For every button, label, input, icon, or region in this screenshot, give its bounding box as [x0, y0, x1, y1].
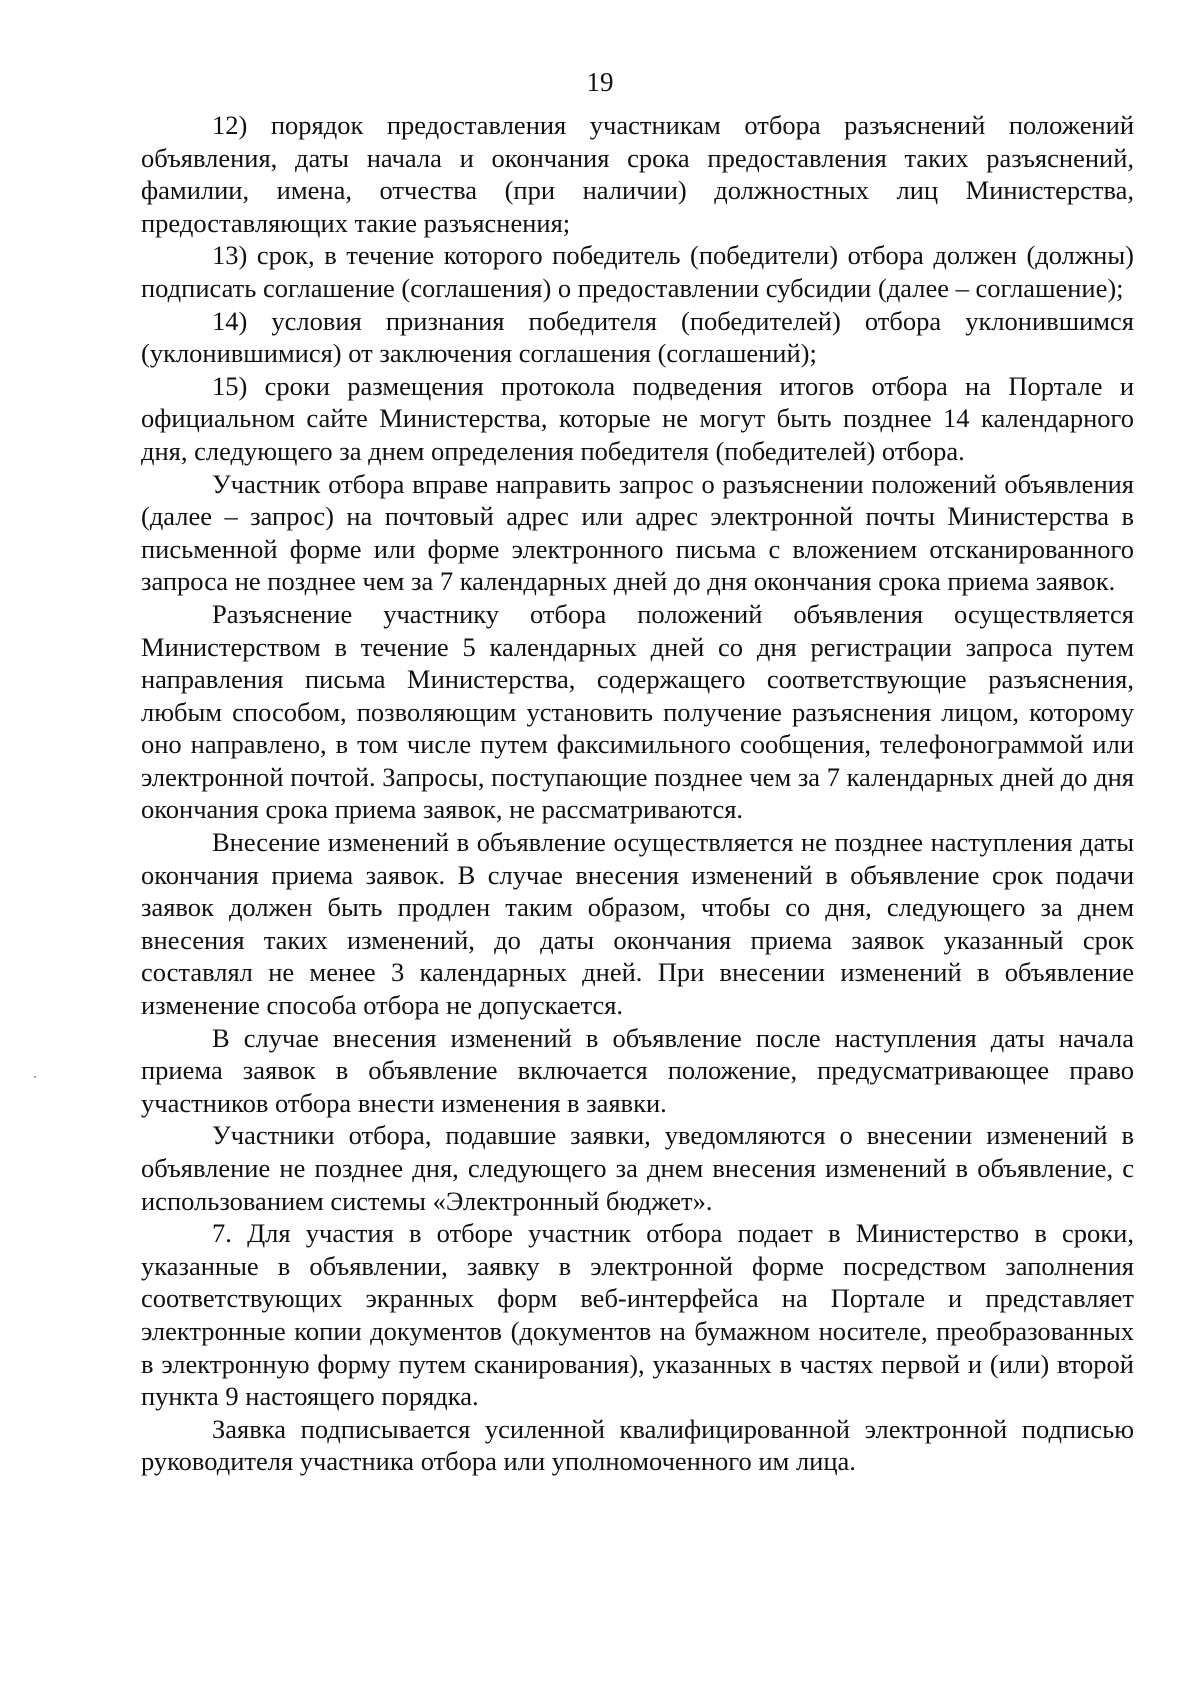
paragraph-item-14: 14) условия признания победителя (победителей) отбора уклонившимся (уклонившимися) от заключения соглашения (соглашений);: [141, 305, 1134, 369]
page-number: 19: [586, 67, 614, 97]
paragraph-item-15: 15) сроки размещения протокола подведения итогов отбора на Портале и официальном сайте Министерства, которые не могут быть позднее 14 календарного дня, следующего за днем определения победителя (победителей) отбора.: [141, 370, 1134, 466]
scan-speck: [34, 1076, 36, 1078]
document-body: [141, 109, 1134, 1478]
paragraph-amendments: Внесение изменений в объявление осуществляется не позднее наступления даты окончания приема заявок. В случае внесения изменений в объявление срок подачи заявок должен быть продлен таким образом, чтобы со дня, следующего за днем внесения таких изменений, до даты окончания приема заявок указанный срок составлял не менее 3 календарных дней. При внесении изменений в объявление изменение способа отбора не допускается.: [141, 827, 1134, 1021]
paragraph-amendments-after-start: В случае внесения изменений в объявление после наступления даты начала приема заявок в объявление включается положение, предусматривающее право участников отбора внести изменения в заявки.: [141, 1022, 1134, 1118]
paragraph-participants-notification: Участники отбора, подавшие заявки, уведомляются о внесении изменений в объявление не позднее дня, следующего за днем внесения изменений в объявление, с использованием системы «Электронный бюджет».: [141, 1120, 1134, 1216]
paragraph-signature: Заявка подписывается усиленной квалифицированной электронной подписью руководителя участника отбора или уполномоченного им лица.: [141, 1413, 1134, 1477]
paragraph-section-7: 7. Для участия в отборе участник отбора подает в Министерство в сроки, указанные в объявлении, заявку в электронной форме посредством заполнения соответствующих экранных форм веб-интерфейса на Портале и представляет электронные копии документов (документов на бумажном носителе, преобразованных в электронную форму путем сканирования), указанных в частях первой и (или) второй пункта 9 настоящего порядка.: [141, 1218, 1134, 1412]
paragraph-clarification-response: Разъяснение участнику отбора положений объявления осуществляется Министерством в течение 5 календарных дней со дня регистрации запроса путем направления письма Министерства, содержащего соответствующие разъяснения, любым способом, позволяющим установить получение разъяснения лицом, которому оно направлено, в том числе путем факсимильного сообщения, телефонограммой или электронной почтой. Запросы, поступающие позднее чем за 7 календарных дней до дня окончания срока приема заявок, не рассматриваются.: [141, 598, 1134, 825]
paragraph-clarification-request: Участник отбора вправе направить запрос о разъяснении положений объявления (далее – запрос) на почтовый адрес или адрес электронной почты Министерства в письменной форме или форме электронного письма с вложением отсканированного запроса не позднее чем за 7 календарных дней до дня окончания срока приема заявок.: [141, 468, 1134, 597]
paragraph-item-12: 12) порядок предоставления участникам отбора разъяснений положений объявления, даты начала и окончания срока предоставления таких разъяснений, фамилии, имена, отчества (при наличии) должностных лиц Министерства, предоставляющих такие разъяснения;: [141, 110, 1134, 238]
paragraph-item-13: 13) срок, в течение которого победитель (победители) отбора должен (должны) подписать соглашение (соглашения) о предоставлении субсидии (далее – соглашение);: [141, 240, 1134, 303]
